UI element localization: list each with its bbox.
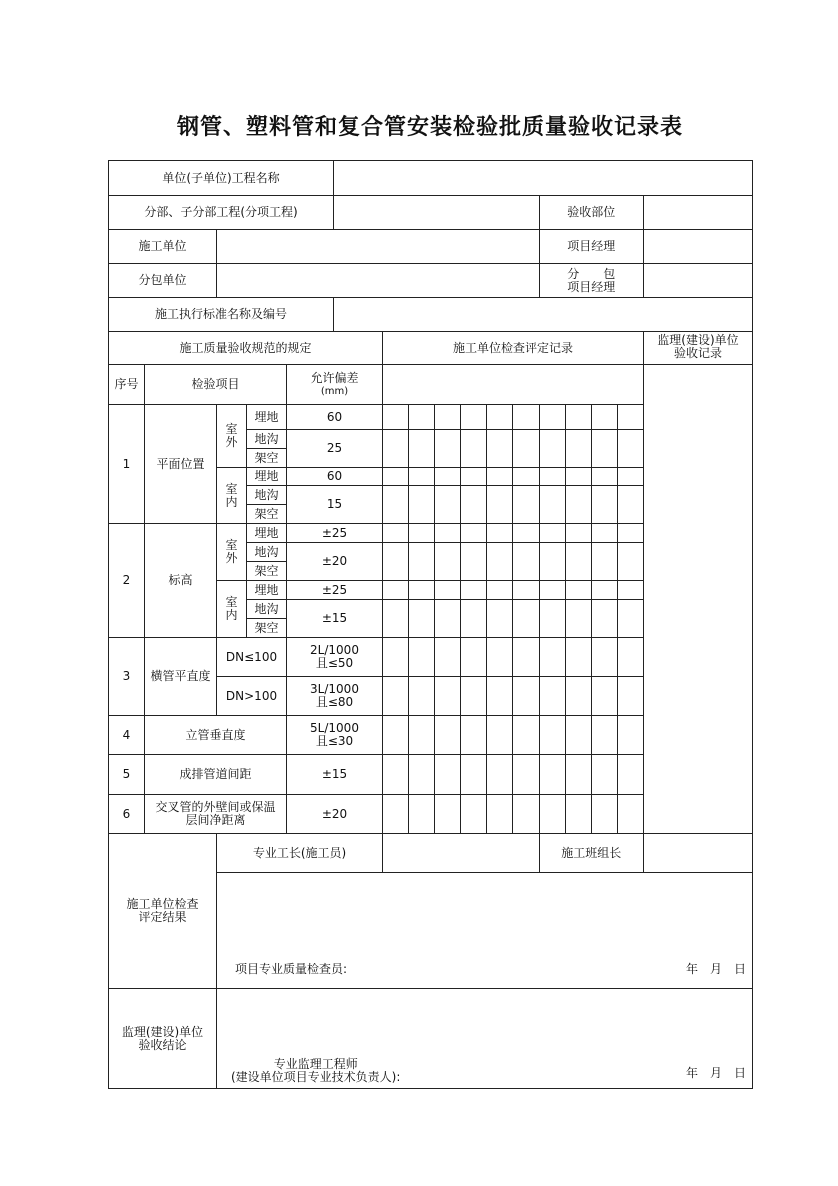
tolerance-value	[287, 677, 383, 716]
tolerance-line-1: 3L/1000	[310, 682, 359, 696]
check-cell[interactable]	[513, 468, 539, 486]
check-cell[interactable]	[461, 543, 487, 581]
item-no: 3	[109, 638, 145, 716]
check-cell[interactable]	[383, 600, 409, 638]
condition-label: DN>100	[217, 677, 287, 716]
check-cell[interactable]	[565, 755, 591, 795]
item-no: 5	[109, 755, 145, 795]
check-cell[interactable]	[435, 405, 461, 430]
tolerance-line-1: 5L/1000	[310, 721, 359, 735]
inspector-label: 项目专业质量检查员:	[235, 962, 348, 976]
check-cell[interactable]	[513, 486, 539, 524]
supervision-header-line-2: 验收记录	[673, 346, 722, 360]
check-cell[interactable]	[591, 581, 617, 600]
check-cell[interactable]	[409, 755, 435, 795]
check-cell[interactable]	[409, 543, 435, 581]
item-no: 2	[109, 524, 145, 638]
check-cell[interactable]	[461, 677, 487, 716]
check-cell[interactable]	[383, 755, 409, 795]
check-cell[interactable]	[435, 677, 461, 716]
check-cell[interactable]	[513, 795, 539, 834]
foreman-field[interactable]	[383, 834, 540, 873]
check-cell[interactable]	[487, 581, 513, 600]
check-cell[interactable]	[487, 543, 513, 581]
check-cell[interactable]	[591, 600, 617, 638]
indoor-char-2: 内	[225, 494, 238, 509]
conclusion-date: 年 月 日	[686, 1066, 747, 1080]
check-cell[interactable]	[591, 486, 617, 524]
team-leader-label: 施工班组长	[539, 834, 643, 873]
check-cell[interactable]	[617, 755, 643, 795]
check-cell[interactable]	[565, 677, 591, 716]
check-cell[interactable]	[591, 405, 617, 430]
result-label-line-2: 评定结果	[138, 910, 187, 924]
tolerance-line-2: 且≤30	[315, 734, 354, 748]
overhead-label: 架空	[247, 505, 287, 524]
check-cell[interactable]	[565, 716, 591, 755]
tolerance-value: ±25	[287, 524, 383, 543]
subcontract-unit-label: 分包单位	[109, 264, 217, 298]
check-cell[interactable]	[539, 543, 565, 581]
check-cell[interactable]	[435, 795, 461, 834]
check-cell[interactable]	[591, 677, 617, 716]
check-cell[interactable]	[435, 543, 461, 581]
check-cell[interactable]	[409, 677, 435, 716]
check-cell[interactable]	[435, 430, 461, 468]
item-name: 平面位置	[145, 405, 217, 524]
result-date: 年 月 日	[686, 962, 747, 976]
check-cell[interactable]	[435, 581, 461, 600]
tolerance-header-line-1: 允许偏差	[310, 370, 359, 385]
subcontract-unit-field[interactable]	[217, 264, 540, 298]
check-cell[interactable]	[513, 638, 539, 677]
engineer-label	[231, 1058, 400, 1084]
check-cell[interactable]	[591, 468, 617, 486]
check-cell[interactable]	[409, 486, 435, 524]
check-cell[interactable]	[409, 468, 435, 486]
trench-label: 地沟	[247, 543, 287, 562]
check-cell[interactable]	[487, 600, 513, 638]
check-cell[interactable]	[409, 716, 435, 755]
check-cell[interactable]	[565, 524, 591, 543]
check-cell[interactable]	[539, 524, 565, 543]
trench-label: 地沟	[247, 486, 287, 505]
item-name-line-1: 交叉管的外壁间或保温	[155, 800, 276, 814]
subproject-label: 分部、子分部工程(分项工程)	[109, 196, 334, 230]
check-cell[interactable]	[383, 716, 409, 755]
buried-label: 埋地	[247, 468, 287, 486]
outdoor-char-1: 室	[225, 538, 238, 552]
tolerance-line-2: 且≤50	[315, 656, 354, 670]
indoor-char-1: 室	[225, 481, 238, 496]
check-cell[interactable]	[513, 581, 539, 600]
acceptance-part-field[interactable]	[643, 196, 752, 230]
tolerance-value: ±20	[287, 543, 383, 581]
record-header: 施工单位检查评定记录	[383, 332, 644, 365]
result-label-line-1: 施工单位检查	[126, 897, 199, 911]
inspection-record-table	[108, 160, 753, 1089]
item-name: 立管垂直度	[145, 716, 287, 755]
tolerance-value: 60	[287, 405, 383, 430]
engineer-label-line-2: (建设单位项目专业技术负责人):	[231, 1070, 401, 1084]
check-cell[interactable]	[409, 638, 435, 677]
check-cell[interactable]	[487, 468, 513, 486]
check-cell[interactable]	[513, 430, 539, 468]
check-cell[interactable]	[461, 581, 487, 600]
check-cell[interactable]	[513, 716, 539, 755]
tolerance-value: ±20	[287, 795, 383, 834]
check-cell[interactable]	[461, 430, 487, 468]
check-cell[interactable]	[383, 486, 409, 524]
check-cell[interactable]	[513, 755, 539, 795]
check-cell[interactable]	[487, 638, 513, 677]
check-cell[interactable]	[591, 430, 617, 468]
check-cell[interactable]	[591, 524, 617, 543]
check-cell[interactable]	[617, 468, 643, 486]
check-cell[interactable]	[513, 405, 539, 430]
foreman-label: 专业工长(施工员)	[217, 834, 383, 873]
construction-unit-label: 施工单位	[109, 230, 217, 264]
trench-label: 地沟	[247, 600, 287, 619]
check-cell[interactable]	[513, 677, 539, 716]
team-leader-field[interactable]	[643, 834, 752, 873]
check-cell[interactable]	[565, 581, 591, 600]
item-header: 检验项目	[145, 365, 287, 405]
tolerance-line-1: 2L/1000	[310, 643, 359, 657]
conclusion-label-line-1: 监理(建设)单位	[121, 1024, 204, 1039]
check-cell[interactable]	[539, 795, 565, 834]
check-cell[interactable]	[591, 795, 617, 834]
result-label	[109, 834, 217, 989]
check-cell[interactable]	[591, 716, 617, 755]
indoor-char-1: 室	[225, 595, 238, 609]
tolerance-value: 25	[287, 430, 383, 468]
indoor-label	[217, 581, 247, 638]
check-cell[interactable]	[461, 486, 487, 524]
page-title: 钢管、塑料管和复合管安装检验批质量验收记录表	[176, 114, 683, 140]
check-cell[interactable]	[565, 795, 591, 834]
check-cell[interactable]	[617, 638, 643, 677]
check-cell[interactable]	[539, 755, 565, 795]
conclusion-label-line-2: 验收结论	[138, 1037, 187, 1052]
supervision-header-line-1: 监理(建设)单位	[657, 333, 739, 347]
check-cell[interactable]	[539, 405, 565, 430]
subproject-field[interactable]	[334, 196, 540, 230]
check-cell[interactable]	[591, 755, 617, 795]
tolerance-line-2: 且≤80	[315, 695, 354, 709]
check-cell[interactable]	[409, 581, 435, 600]
item-name-line-2: 层间净距离	[185, 813, 246, 827]
acceptance-part-label: 验收部位	[539, 196, 643, 230]
check-cell[interactable]	[539, 638, 565, 677]
check-cell[interactable]	[617, 677, 643, 716]
check-cell[interactable]	[487, 677, 513, 716]
buried-label: 埋地	[247, 581, 287, 600]
check-cell[interactable]	[617, 581, 643, 600]
check-cell[interactable]	[539, 468, 565, 486]
check-cell[interactable]	[435, 755, 461, 795]
check-cell[interactable]	[461, 468, 487, 486]
check-cell[interactable]	[409, 600, 435, 638]
check-cell[interactable]	[513, 524, 539, 543]
check-cell[interactable]	[409, 430, 435, 468]
check-cell[interactable]	[565, 405, 591, 430]
check-cell[interactable]	[435, 638, 461, 677]
check-cell[interactable]	[565, 543, 591, 581]
check-cell[interactable]	[617, 716, 643, 755]
item-name	[145, 795, 287, 834]
check-cell[interactable]	[617, 524, 643, 543]
check-cell[interactable]	[383, 638, 409, 677]
check-cell[interactable]	[617, 430, 643, 468]
tolerance-value: 60	[287, 468, 383, 486]
item-name: 横管平直度	[145, 638, 217, 716]
no-header: 序号	[109, 365, 145, 405]
check-cell[interactable]	[383, 524, 409, 543]
check-cell[interactable]	[435, 524, 461, 543]
tolerance-header	[287, 365, 383, 405]
check-cell[interactable]	[383, 543, 409, 581]
check-cell[interactable]	[383, 468, 409, 486]
check-cell[interactable]	[487, 486, 513, 524]
check-cell[interactable]	[539, 430, 565, 468]
check-cell[interactable]	[383, 405, 409, 430]
check-cell[interactable]	[435, 468, 461, 486]
check-cell[interactable]	[565, 430, 591, 468]
overhead-label: 架空	[247, 449, 287, 468]
record-blank-header	[383, 365, 644, 405]
check-cell[interactable]	[461, 755, 487, 795]
standard-label: 施工执行标准名称及编号	[109, 298, 334, 332]
check-cell[interactable]	[435, 716, 461, 755]
tolerance-value	[287, 638, 383, 677]
check-cell[interactable]	[617, 795, 643, 834]
check-cell[interactable]	[461, 716, 487, 755]
sub-pm-line-1: 分 包	[567, 266, 616, 281]
conclusion-field[interactable]	[217, 989, 753, 1089]
indoor-char-2: 内	[225, 608, 238, 622]
project-manager-field[interactable]	[643, 230, 752, 264]
construction-unit-field[interactable]	[217, 230, 540, 264]
check-cell[interactable]	[383, 430, 409, 468]
trench-label: 地沟	[247, 430, 287, 449]
spec-header: 施工质量验收规范的规定	[109, 332, 383, 365]
conclusion-label	[109, 989, 217, 1089]
check-cell[interactable]	[565, 486, 591, 524]
condition-label: DN≤100	[217, 638, 287, 677]
buried-label: 埋地	[247, 405, 287, 430]
check-cell[interactable]	[565, 600, 591, 638]
check-cell[interactable]	[383, 581, 409, 600]
outdoor-label	[217, 405, 247, 468]
check-cell[interactable]	[487, 795, 513, 834]
indoor-label	[217, 468, 247, 524]
tolerance-value: ±15	[287, 600, 383, 638]
engineer-label-line-1: 专业监理工程师	[273, 1057, 358, 1071]
tolerance-value	[287, 716, 383, 755]
check-cell[interactable]	[539, 677, 565, 716]
tolerance-header-unit: (mm)	[320, 385, 349, 397]
check-cell[interactable]	[565, 468, 591, 486]
standard-field[interactable]	[334, 298, 753, 332]
check-cell[interactable]	[383, 795, 409, 834]
check-cell[interactable]	[409, 524, 435, 543]
supervision-header	[643, 332, 752, 365]
check-cell[interactable]	[487, 430, 513, 468]
check-cell[interactable]	[487, 405, 513, 430]
check-cell[interactable]	[461, 405, 487, 430]
check-cell[interactable]	[487, 755, 513, 795]
check-cell[interactable]	[383, 677, 409, 716]
item-name: 标高	[145, 524, 217, 638]
check-cell[interactable]	[435, 600, 461, 638]
result-field[interactable]	[217, 873, 753, 989]
check-cell[interactable]	[617, 486, 643, 524]
check-cell[interactable]	[513, 600, 539, 638]
item-no: 6	[109, 795, 145, 834]
item-no: 4	[109, 716, 145, 755]
check-cell[interactable]	[617, 543, 643, 581]
tolerance-value: 15	[287, 486, 383, 524]
check-cell[interactable]	[461, 795, 487, 834]
check-cell[interactable]	[435, 486, 461, 524]
tolerance-value: ±15	[287, 755, 383, 795]
check-cell[interactable]	[487, 716, 513, 755]
outdoor-char-2: 外	[225, 435, 238, 449]
outdoor-label	[217, 524, 247, 581]
item-no: 1	[109, 405, 145, 524]
item-name: 成排管道间距	[145, 755, 287, 795]
project-manager-label: 项目经理	[539, 230, 643, 264]
check-cell[interactable]	[565, 638, 591, 677]
sub-project-manager-field[interactable]	[643, 264, 752, 298]
supervision-record-field[interactable]	[643, 365, 752, 834]
outdoor-char-2: 外	[225, 551, 238, 565]
overhead-label: 架空	[247, 562, 287, 581]
check-cell[interactable]	[461, 638, 487, 677]
overhead-label: 架空	[247, 619, 287, 638]
check-cell[interactable]	[617, 600, 643, 638]
check-cell[interactable]	[539, 716, 565, 755]
check-cell[interactable]	[617, 405, 643, 430]
tolerance-value: ±25	[287, 581, 383, 600]
buried-label: 埋地	[247, 524, 287, 543]
check-cell[interactable]	[539, 486, 565, 524]
sub-project-manager-label	[539, 264, 643, 298]
project-name-field[interactable]	[334, 161, 753, 196]
check-cell[interactable]	[591, 638, 617, 677]
check-cell[interactable]	[487, 524, 513, 543]
check-cell[interactable]	[461, 600, 487, 638]
project-name-label: 单位(子单位)工程名称	[109, 161, 334, 196]
check-cell[interactable]	[513, 543, 539, 581]
check-cell[interactable]	[539, 600, 565, 638]
outdoor-char-1: 室	[225, 422, 238, 436]
sub-pm-line-2: 项目经理	[567, 279, 616, 294]
check-cell[interactable]	[539, 581, 565, 600]
check-cell[interactable]	[591, 543, 617, 581]
check-cell[interactable]	[409, 795, 435, 834]
check-cell[interactable]	[461, 524, 487, 543]
check-cell[interactable]	[409, 405, 435, 430]
